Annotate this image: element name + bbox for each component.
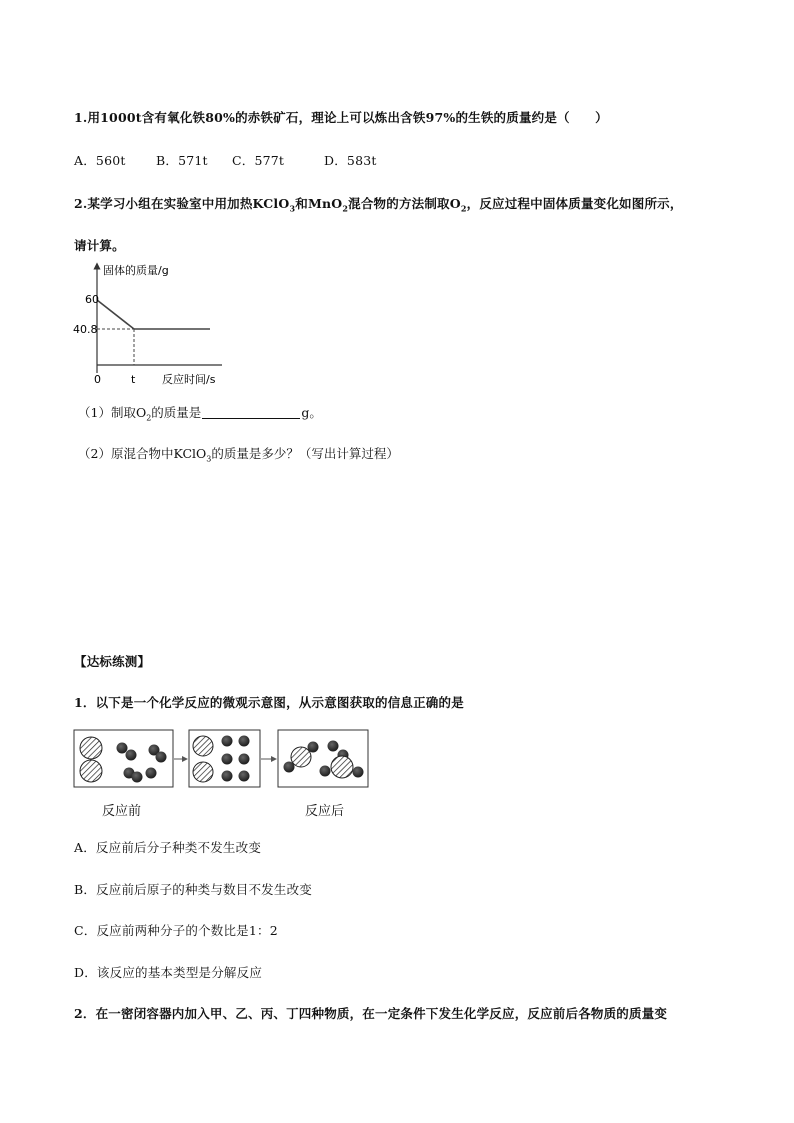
dark-atom: [239, 736, 250, 747]
dark-atom: [146, 768, 157, 779]
x-axis-label: 反应时间/s: [162, 373, 216, 386]
label-after-reaction: 反应后: [305, 804, 345, 819]
dark-atom: [328, 741, 339, 752]
practice-option-a: A．反应前后分子种类不发生改变: [74, 840, 262, 855]
hatched-atom: [291, 747, 311, 767]
question-1-option-d: D．583t: [324, 153, 377, 168]
mass-decrease-line: [97, 300, 134, 329]
y-axis-label: 固体的质量/g: [103, 264, 169, 277]
question-2-text: 2.某学习小组在实验室中用加热KClO$_3$和MnO$_2$混合物的方法制取$O_2$，反应过程中固体质量变化如图所示，: [74, 196, 683, 214]
sub-question-1: （1）制取$O_2$的质量是 g。: [78, 405, 322, 423]
dark-atom: [308, 742, 319, 753]
t-tick: t: [131, 373, 136, 386]
sub-question-2: （2）原混合物中KClO$_3$的质量是多少？（写出计算过程）: [78, 446, 399, 464]
label-before-reaction: 反应前: [102, 804, 142, 819]
practice-option-c: C．反应前两种分子的个数比是1：2: [74, 923, 278, 938]
practice-heading: 【达标练测】: [74, 654, 151, 669]
hatched-atom: [193, 736, 213, 756]
solid-mass-graph: [70, 258, 230, 386]
practice-option-d: D．该反应的基本类型是分解反应: [74, 965, 263, 980]
dark-atom: [222, 754, 233, 765]
dark-atom: [353, 767, 364, 778]
dark-atom: [222, 736, 233, 747]
hatched-atom: [80, 760, 102, 782]
hatched-atom: [331, 756, 353, 778]
molecular-reaction-diagram: [72, 728, 372, 790]
question-1-option-a: A．560t: [74, 153, 126, 168]
dark-atom: [132, 772, 143, 783]
practice-question-1-text: 1．以下是一个化学反应的微观示意图，从示意图获取的信息正确的是: [74, 695, 464, 710]
y-end-tick: 40.8: [73, 323, 98, 336]
answer-blank[interactable]: [202, 405, 300, 419]
dark-atom: [222, 771, 233, 782]
dark-atom: [156, 752, 167, 763]
dark-atom: [320, 766, 331, 777]
practice-question-2-text: 2．在一密闭容器内加入甲、乙、丙、丁四种物质，在一定条件下发生化学反应，反应前后各物质的质量变: [74, 1006, 668, 1021]
dark-atom: [126, 750, 137, 761]
practice-option-b: B．反应前后原子的种类与数目不发生改变: [74, 882, 312, 897]
dark-atom: [117, 743, 128, 754]
question-1-text: 1.用1000t含有氧化铁80%的赤铁矿石，理论上可以炼出含铁97%的生铁的质量约是（ ）: [74, 110, 608, 125]
question-1-option-b: B．571t: [156, 153, 208, 168]
hatched-atom: [193, 762, 213, 782]
y-start-tick: 60: [85, 293, 99, 306]
origin-tick: 0: [94, 373, 101, 386]
hatched-atom: [80, 737, 102, 759]
dark-atom: [239, 754, 250, 765]
dark-atom: [239, 771, 250, 782]
question-1-option-c: C．577t: [232, 153, 285, 168]
question-2-instruction: 请计算。: [74, 238, 125, 253]
